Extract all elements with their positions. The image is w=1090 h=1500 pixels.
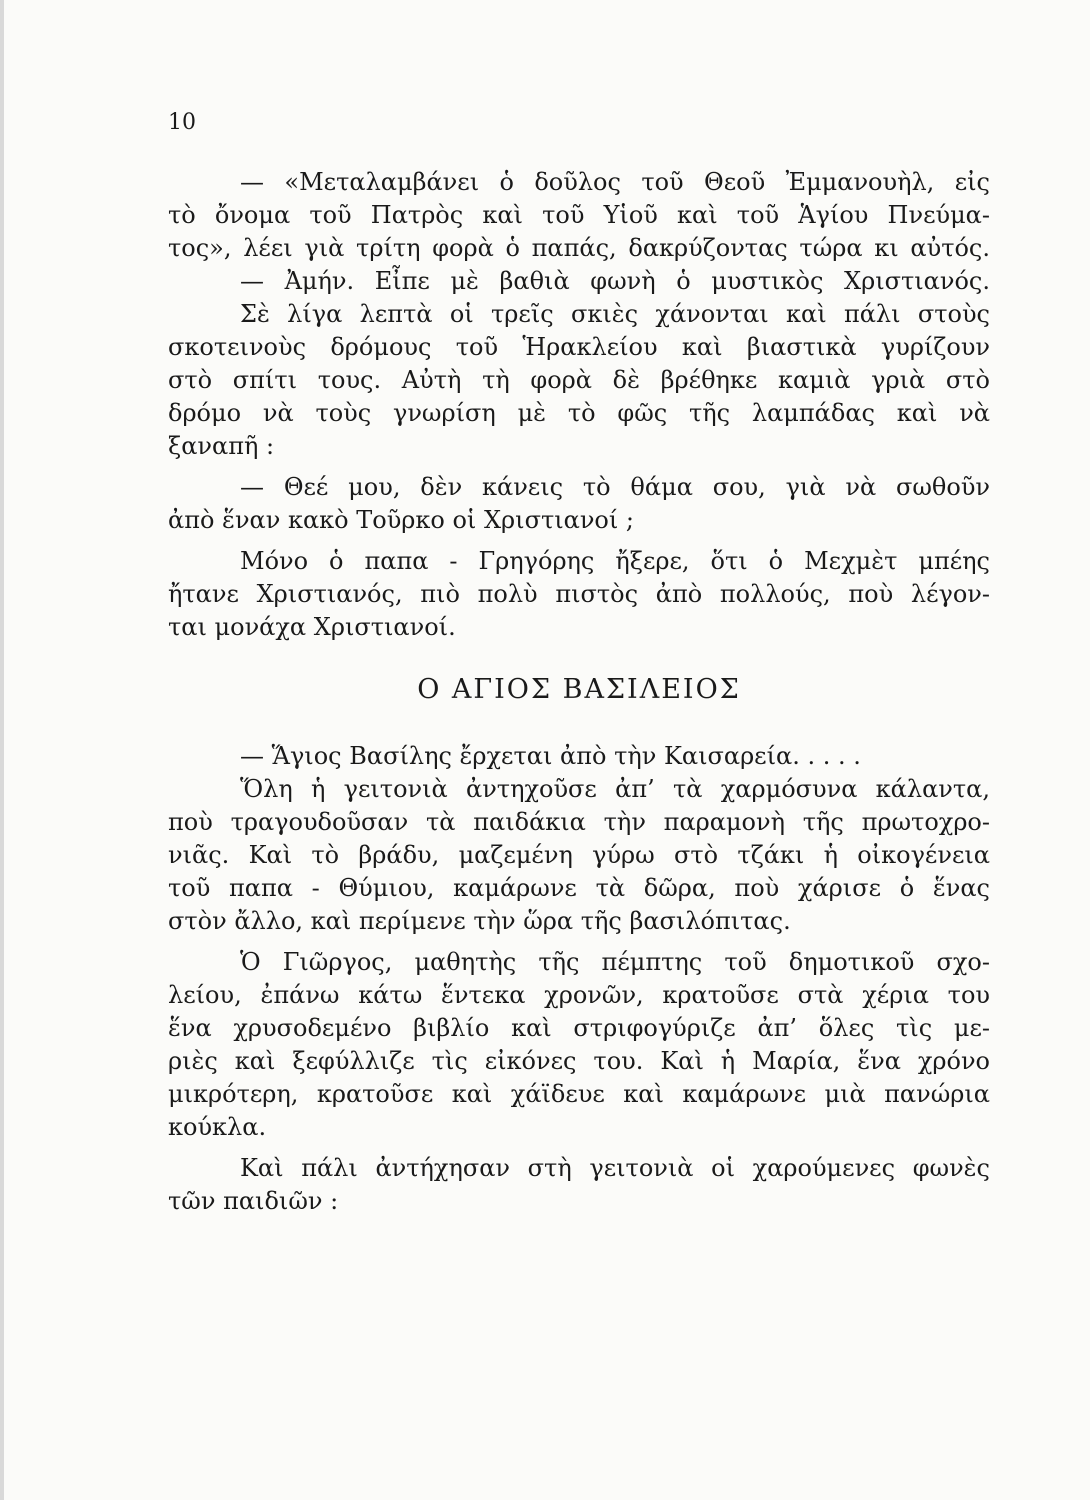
text-line: ἕνα χρυσοδεμένο βιβλίο καὶ στριφογύριζε ἀπ’ ὅλες τὶς με- (168, 1014, 990, 1042)
text-line: λείου, ἐπάνω κάτω ἕντεκα χρονῶν, κρατοῦσε στὰ χέρια του (168, 981, 990, 1009)
text-line: ἤτανε Χριστιανός, πιὸ πολὺ πιστὸς ἀπὸ πολλούς, ποὺ λέγον- (168, 580, 990, 608)
text-line: ἀπὸ ἕναν κακὸ Τοῦρκο οἱ Χριστιανοί ; (168, 506, 635, 534)
text-line: Σὲ λίγα λεπτὰ οἱ τρεῖς σκιὲς χάνονται καὶ πάλι στοὺς (240, 300, 990, 328)
text-line: Ὁ Γιῶργος, μαθητὴς τῆς πέμπτης τοῦ δημοτικοῦ σχο- (240, 948, 990, 976)
section-heading: Ο ΑΓΙΟΣ ΒΑΣΙΛΕΙΟΣ (417, 674, 741, 705)
text-line: — Ἀμήν. Εἶπε μὲ βαθιὰ φωνὴ ὁ μυστικὸς Χριστιανός. (240, 267, 990, 295)
body-text (168, 166, 990, 1218)
text-line: Μόνο ὁ παπα - Γρηγόρης ἤξερε, ὅτι ὁ Μεχμὲτ μπέης (240, 547, 990, 575)
text-line: ριὲς καὶ ξεφύλλιζε τὶς εἰκόνες του. Καὶ ἡ Μαρία, ἕνα χρόνο (168, 1047, 990, 1075)
text-line: — Ἅγιος Βασίλης ἔρχεται ἀπὸ τὴν Καισαρεία. . . . . (240, 742, 861, 770)
text-line: τῶν παιδιῶν : (168, 1187, 339, 1215)
text-line: ται μονάχα Χριστιανοί. (168, 613, 456, 641)
text-line: ξαναπῆ : (168, 432, 275, 460)
text-line: — Θεέ μου, δὲν κάνεις τὸ θάμα σου, γιὰ νὰ σωθοῦν (240, 473, 990, 501)
text-line: — «Μεταλαμβάνει ὁ δοῦλος τοῦ Θεοῦ Ἐμμανουὴλ, εἰς (240, 168, 990, 196)
text-line: Ὅλη ἡ γειτονιὰ ἀντηχοῦσε ἀπ’ τὰ χαρμόσυνα κάλαντα, (240, 775, 990, 803)
text-line: ποὺ τραγουδοῦσαν τὰ παιδάκια τὴν παραμονὴ τῆς πρωτοχρο- (168, 808, 990, 836)
text-line: τος», λέει γιὰ τρίτη φορὰ ὁ παπάς, δακρύζοντας τώρα κι αὐτός. (168, 234, 990, 262)
text-line: δρόμο νὰ τοὺς γνωρίση μὲ τὸ φῶς τῆς λαμπάδας καὶ νὰ (168, 399, 990, 427)
text-line: στὸν ἄλλο, καὶ περίμενε τὴν ὥρα τῆς βασιλόπιτας. (168, 907, 791, 935)
text-line: τοῦ παπα - Θύμιου, καμάρωνε τὰ δῶρα, ποὺ χάρισε ὁ ἕνας (168, 874, 990, 902)
text-line: στὸ σπίτι τους. Αὐτὴ τὴ φορὰ δὲ βρέθηκε καμιὰ γριὰ στὸ (168, 366, 990, 394)
text-line: τὸ ὄνομα τοῦ Πατρὸς καὶ τοῦ Υἱοῦ καὶ τοῦ Ἁγίου Πνεύμα- (168, 201, 990, 229)
text-line: σκοτεινοὺς δρόμους τοῦ Ἡρακλείου καὶ βιαστικὰ γυρίζουν (168, 333, 990, 361)
text-line: κούκλα. (168, 1113, 267, 1141)
page-number: 10 (168, 110, 196, 135)
text-line: Καὶ πάλι ἀντήχησαν στὴ γειτονιὰ οἱ χαρούμενες φωνὲς (240, 1154, 990, 1182)
text-line: μικρότερη, κρατοῦσε καὶ χάϊδευε καὶ καμάρωνε μιὰ πανώρια (168, 1080, 990, 1108)
text-line: νιᾶς. Καὶ τὸ βράδυ, μαζεμένη γύρω στὸ τζάκι ἡ οἰκογένεια (168, 841, 990, 869)
